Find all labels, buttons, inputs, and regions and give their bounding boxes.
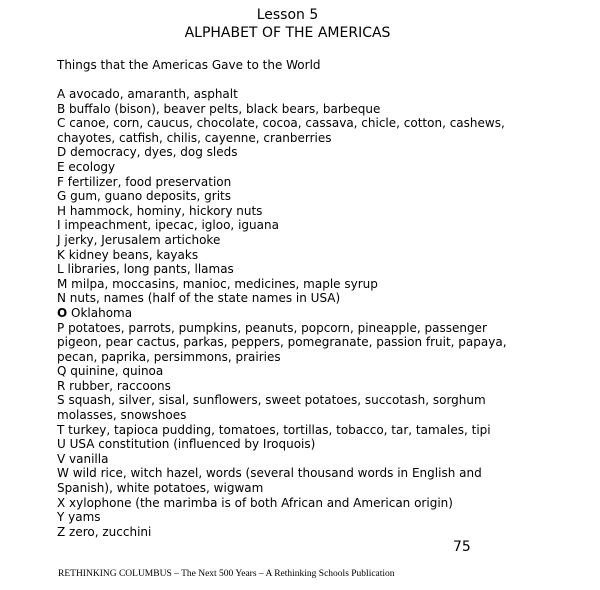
list-item-b xyxy=(57,102,537,117)
list-item-continuation xyxy=(57,350,537,365)
list-item-d xyxy=(57,145,537,160)
list-item-letter: O xyxy=(57,305,68,320)
list-item-letter: S xyxy=(57,393,65,408)
list-item-j xyxy=(57,233,537,248)
list-item-text: fertilizer, food preservation xyxy=(63,174,232,189)
list-item-text: zero, zucchini xyxy=(65,524,152,539)
list-item-letter: N xyxy=(57,291,66,306)
list-item-text: quinine, quinoa xyxy=(66,364,164,379)
list-item-y xyxy=(57,510,537,525)
list-item-letter: K xyxy=(57,247,65,262)
list-item-f xyxy=(57,175,537,190)
list-item-text: vanilla xyxy=(65,451,109,466)
list-item-letter: H xyxy=(57,203,67,218)
list-item-letter: L xyxy=(57,262,64,277)
list-item-letter: E xyxy=(57,159,65,174)
list-item-m xyxy=(57,277,537,292)
list-item-letter: J xyxy=(57,232,61,247)
list-item-n xyxy=(57,291,537,306)
list-item-letter: M xyxy=(57,276,68,291)
publication-footer: RETHINKING COLUMBUS – The Next 500 Years – A Rethinking Schools Publication xyxy=(58,569,395,579)
list-item-text: pigeon, pear cactus, parkas, peppers, pomegranate, passion fruit, papaya, xyxy=(57,335,507,350)
list-item-text: Spanish), white potatoes, wigwam xyxy=(57,481,264,496)
list-item-letter: G xyxy=(57,189,67,204)
list-item-continuation xyxy=(57,408,537,423)
list-item-q xyxy=(57,364,537,379)
list-item-letter: U xyxy=(57,437,66,452)
list-item-continuation xyxy=(57,335,537,350)
list-item-a xyxy=(57,87,537,102)
list-item-p xyxy=(57,321,537,336)
list-item-text: rubber, raccoons xyxy=(65,378,171,393)
list-item-letter: C xyxy=(57,116,66,131)
list-item-h xyxy=(57,204,537,219)
list-item-text: libraries, long pants, llamas xyxy=(63,262,234,277)
alphabet-list xyxy=(57,87,537,539)
list-item-letter: W xyxy=(57,466,69,481)
list-item-e xyxy=(57,160,537,175)
list-item-continuation xyxy=(57,481,537,496)
list-item-text: potatoes, parrots, pumpkins, peanuts, popcorn, pineapple, passenger xyxy=(64,320,487,335)
list-item-letter: R xyxy=(57,378,66,393)
list-item-k xyxy=(57,248,537,263)
list-item-letter: X xyxy=(57,495,66,510)
list-item-letter: A xyxy=(57,87,66,101)
list-item-i xyxy=(57,218,537,233)
list-item-text: chayotes, catfish, chilis, cayenne, cranberries xyxy=(57,130,332,145)
list-item-letter: I xyxy=(57,218,61,233)
list-item-text: nuts, names (half of the state names in USA) xyxy=(65,291,341,306)
page-number: 75 xyxy=(453,539,471,555)
list-item-text: xylophone (the marimba is of both African and American origin) xyxy=(65,495,453,510)
list-item-continuation xyxy=(57,131,537,146)
list-item-x xyxy=(57,496,537,511)
list-item-letter: Z xyxy=(57,524,66,539)
list-item-letter: B xyxy=(57,101,66,116)
list-item-s xyxy=(57,393,537,408)
lesson-number: Lesson 5 xyxy=(256,7,319,23)
list-item-text: gum, guano deposits, grits xyxy=(66,189,231,204)
lesson-title: ALPHABET OF THE AMERICAS xyxy=(184,25,391,41)
list-item-letter: Y xyxy=(57,510,65,525)
list-item-w xyxy=(57,466,537,481)
list-item-u xyxy=(57,437,537,452)
list-item-text: democracy, dyes, dog sleds xyxy=(66,145,238,160)
list-item-text: molasses, snowshoes xyxy=(57,408,187,423)
list-item-text: hammock, hominy, hickory nuts xyxy=(66,203,263,218)
list-item-text: ecology xyxy=(64,159,116,174)
list-item-text: avocado, amaranth, asphalt xyxy=(65,87,238,101)
list-item-text: wild rice, witch hazel, words (several thousand words in English and xyxy=(68,466,482,481)
list-item-c xyxy=(57,116,537,131)
list-item-text: kidney beans, kayaks xyxy=(64,247,199,262)
list-item-r xyxy=(57,379,537,394)
list-item-g xyxy=(57,189,537,204)
list-item-letter: D xyxy=(57,145,67,160)
list-item-text: turkey, tapioca pudding, tomatoes, tortillas, tobacco, tar, tamales, tipi xyxy=(64,422,491,437)
list-item-text: squash, silver, sisal, sunflowers, sweet potatoes, succotash, sorghum xyxy=(64,393,486,408)
list-item-text: pecan, paprika, persimmons, prairies xyxy=(57,349,281,364)
list-item-text: USA constitution (influenced by Iroquois) xyxy=(65,437,316,452)
list-item-text: milpa, moccasins, manioc, medicines, maple syrup xyxy=(67,276,378,291)
list-item-v xyxy=(57,452,537,467)
list-item-letter: F xyxy=(57,174,64,189)
list-item-text: buffalo (bison), beaver pelts, black bears, barbeque xyxy=(65,101,381,116)
list-item-letter: P xyxy=(57,320,65,335)
list-item-letter: V xyxy=(57,451,66,466)
list-item-text: impeachment, ipecac, igloo, iguana xyxy=(60,218,279,233)
section-subtitle: Things that the Americas Gave to the World xyxy=(57,58,321,72)
list-item-text: Oklahoma xyxy=(67,305,133,320)
list-item-l xyxy=(57,262,537,277)
list-item-text: jerky, Jerusalem artichoke xyxy=(60,232,221,247)
list-item-t xyxy=(57,423,537,438)
list-item-letter: Q xyxy=(57,364,67,379)
list-item-o xyxy=(57,306,537,321)
list-item-text: yams xyxy=(64,510,101,525)
list-item-letter: T xyxy=(57,422,65,437)
list-item-text: canoe, corn, caucus, chocolate, cocoa, cassava, chicle, cotton, cashews, xyxy=(65,116,505,131)
